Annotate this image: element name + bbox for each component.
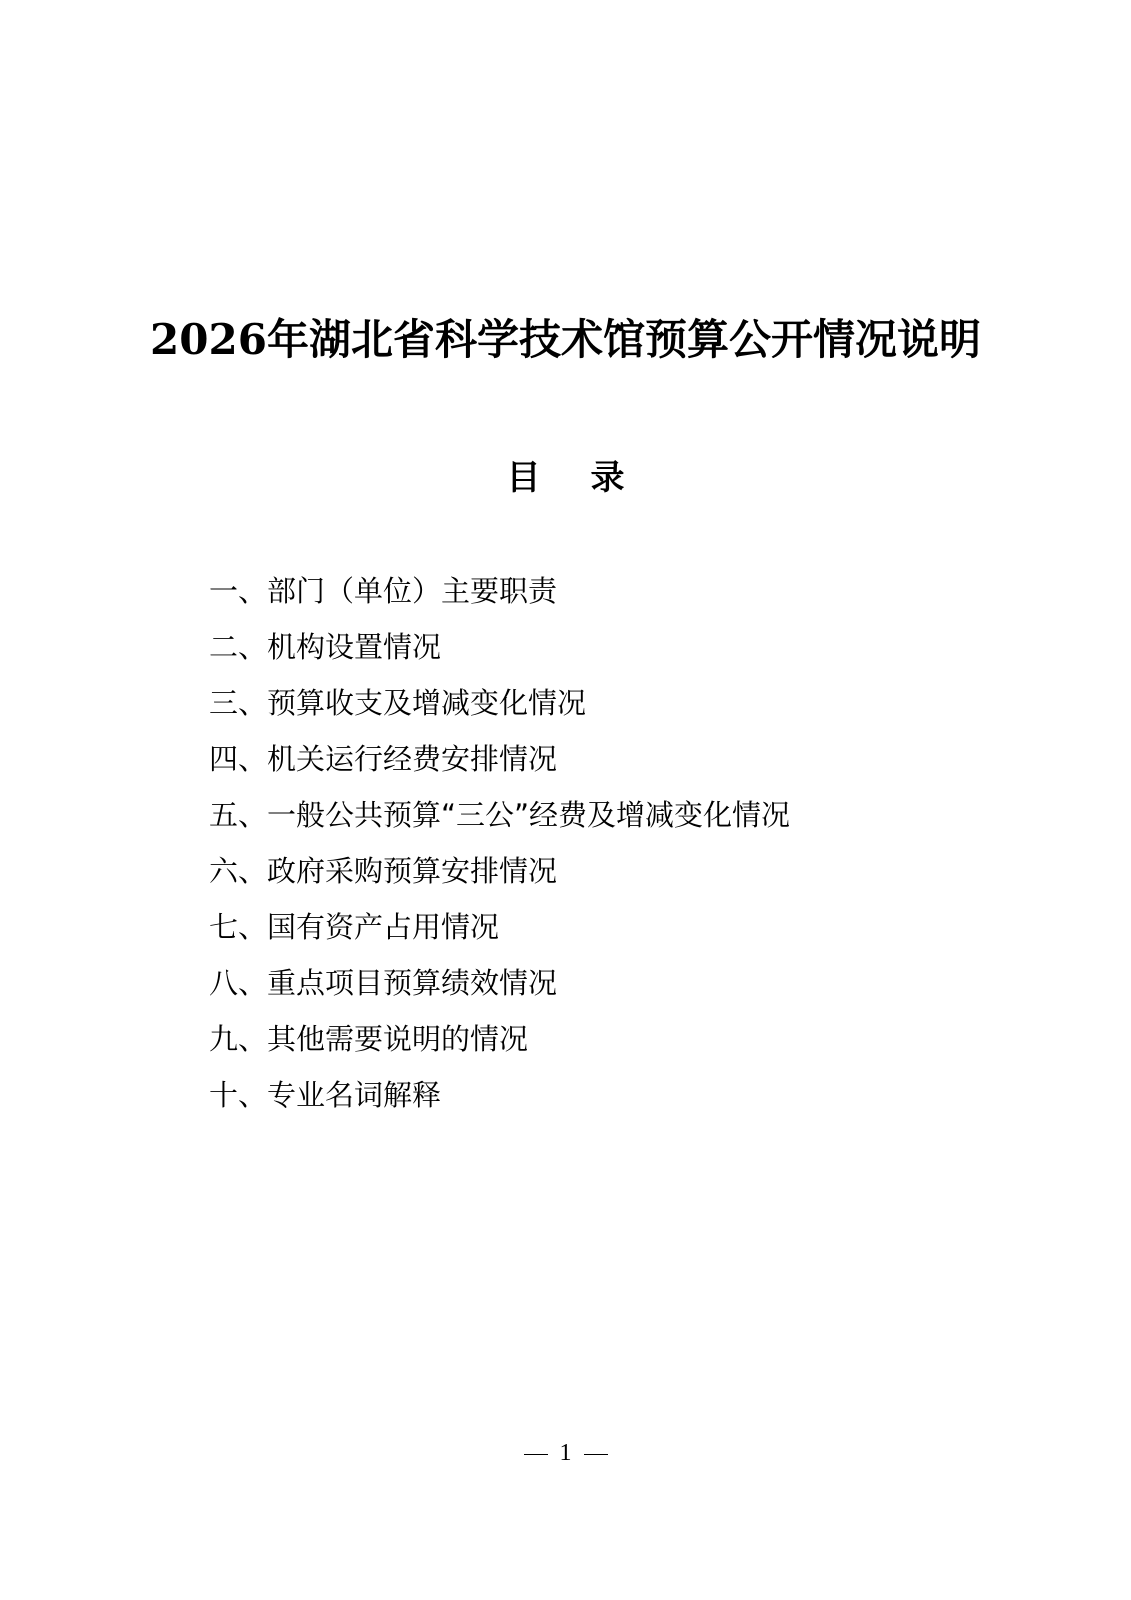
document-title: 2026年湖北省科学技术馆预算公开情况说明 [150, 315, 981, 364]
toc-item: 四、机关运行经费安排情况 [209, 742, 558, 776]
toc-heading [0, 456, 1131, 500]
toc-heading-char-1: 目 [506, 458, 541, 498]
toc-item: 七、国有资产占用情况 [209, 910, 500, 944]
toc-item: 二、机构设置情况 [209, 630, 442, 664]
table-of-contents [209, 568, 790, 1128]
toc-item: 一、部门（单位）主要职责 [209, 574, 558, 608]
page-number-dash-right [584, 1454, 608, 1455]
toc-item: 九、其他需要说明的情况 [209, 1022, 529, 1056]
toc-item: 五、一般公共预算“三公”经费及增减变化情况 [209, 798, 791, 832]
toc-heading-char-2: 录 [590, 458, 625, 498]
toc-item: 十、专业名词解释 [209, 1078, 442, 1112]
toc-item: 八、重点项目预算绩效情况 [209, 966, 558, 1000]
toc-item: 六、政府采购预算安排情况 [209, 854, 558, 888]
page-number: 1 [559, 1440, 572, 1466]
toc-item: 三、预算收支及增减变化情况 [209, 686, 587, 720]
page-number-dash-left [524, 1454, 548, 1455]
page-footer [0, 1438, 1131, 1468]
